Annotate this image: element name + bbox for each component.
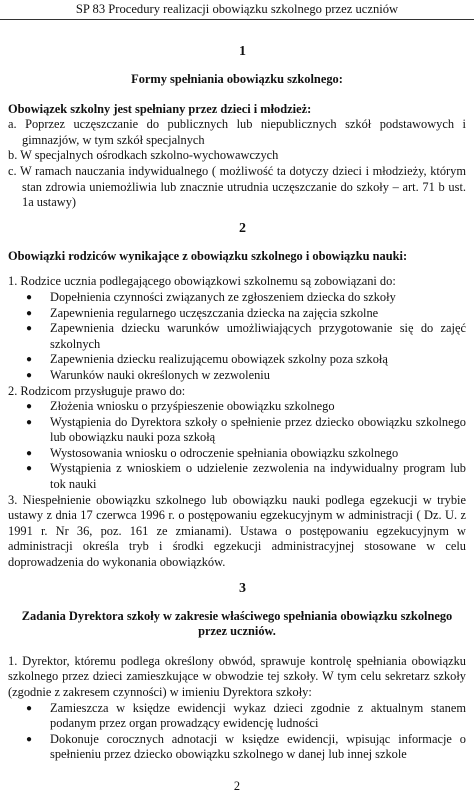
list-item: ● Zapewnienia dziecku warunków umożliwiających przygotowanie się do zajęć szkolnych <box>8 321 466 352</box>
list-item: ● Zapewnienia dziecku realizującemu obowiązek szkolny poza szkołą <box>8 352 466 368</box>
list-item: ● Dopełnienia czynności związanych ze zgłoszeniem dziecka do szkoły <box>8 290 466 306</box>
section-1-number: 1 <box>239 44 246 59</box>
header-rule <box>0 19 474 20</box>
section-1-lead: Obowiązek szkolny jest spełniany przez dzieci i młodzież: <box>8 101 312 116</box>
list-item: ● Wystąpienia z wnioskiem o udzielenie zezwolenia na indywidualny program lub tok nauki <box>8 461 466 492</box>
section-2-point-1: 1. Rodzice ucznia podlegającego obowiązkowi szkolnemu są zobowiązani do: <box>8 274 396 289</box>
list-item: ● Dokonuje corocznych adnotacji w księdze ewidencji, wpisując informacje o spełnieniu przez dziecko obowiązku szkolnego w danej lub innej szkole <box>8 732 466 763</box>
section-1-item-c: c. W ramach nauczania indywidualnego ( możliwość ta dotyczy dzieci i młodzieży, którym stan zdrowia uniemożliwia lub znacznie utrudnia uczęszczanie do szkoły – art. 71 b ust. 1a ustawy) <box>8 163 466 210</box>
section-1-item-a: a. Poprzez uczęszczanie do publicznych lub niepublicznych szkół podstawowych i gimnazjów, w tym szkół specjalnych <box>8 117 466 147</box>
section-1-item-b: b. W specjalnych ośrodkach szkolno-wychowawczych <box>8 148 279 163</box>
section-3-point-1-list <box>8 701 466 763</box>
section-2-number: 2 <box>239 220 246 236</box>
list-item: ● Warunków nauki określonych w zezwoleniu <box>8 368 466 384</box>
section-3-number: 3 <box>239 580 246 596</box>
running-header: SP 83 Procedury realizacji obowiązku szkolnego przez uczniów <box>75 2 399 16</box>
section-2-point-3: 3. Niespełnienie obowiązku szkolnego lub obowiązku nauki podlega egzekucji w trybie ustawy z dnia 17 czerwca 1996 r. o postępowaniu egzekucyjnym w administracji ( Dz. U. z 1991 r. Nr 36, poz. 161 ze zmianami). Ustawa o postępowaniu egzekucyjnym w administracji określa tryb i środki egzekucji administracyjnej stosowane w celu doprowadzenia do wykonania obowiązków. <box>8 492 466 570</box>
list-item: ● Wystosowania wniosku o odroczenie spełniania obowiązku szkolnego <box>8 446 466 462</box>
list-item: ● Zamieszcza w księdze ewidencji wykaz dzieci zgodnie z aktualnym stanem podanym przez organ prowadzący ewidencję ludności <box>8 701 466 732</box>
section-2-point-2-list <box>8 399 466 493</box>
list-item: ● Wystąpienia do Dyrektora szkoły o spełnienie przez dziecko obowiązku szkolnego lub obowiązku nauki poza szkołą <box>8 415 466 446</box>
section-1-title: Formy spełniania obowiązku szkolnego: <box>131 72 343 86</box>
section-3-title: Zadania Dyrektora szkoły w zakresie właściwego spełniania obowiązku szkolnego przez uczniów. <box>21 608 453 639</box>
list-item: ● Złożenia wniosku o przyśpieszenie obowiązku szkolnego <box>8 399 466 415</box>
page-number: 2 <box>233 779 241 793</box>
list-item: ● Zapewnienia regularnego uczęszczania dziecka na zajęcia szkolne <box>8 306 466 322</box>
section-2-point-1-list <box>8 290 466 384</box>
document-body <box>8 44 466 763</box>
section-3-point-1: 1. Dyrektor, któremu podlega określony obwód, sprawuje kontrolę spełniania obowiązku szkolnego przez dzieci zamieszkujące w obwodzie tej szkoły. W tym celu sekretarz szkoły (zgodnie z zakresem czynności) w imieniu Dyrektora szkoły: <box>8 653 466 699</box>
section-2-title: Obowiązki rodziców wynikające z obowiązku szkolnego i obowiązku nauki: <box>8 248 408 263</box>
section-2-point-2: 2. Rodzicom przysługuje prawo do: <box>8 383 186 398</box>
